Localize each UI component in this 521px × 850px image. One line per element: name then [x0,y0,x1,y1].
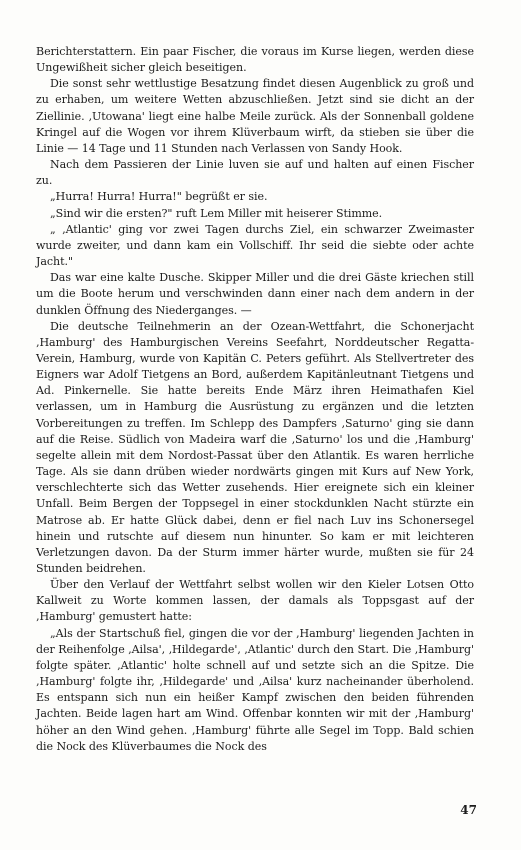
paragraph: „Hurra! Hurra! Hurra!" begrüßt er sie. [50,190,268,204]
paragraph: Nach dem Passieren der Linie luven sie auf und halten auf einen Fischer zu. [36,158,474,188]
paragraph: Über den Verlauf der Wettfahrt selbst wollen wir den Kieler Lotsen Otto Kallweit zu Worte kommen lassen, der damals als Toppsgast auf der ‚Hamburg' gemustert hatte: [36,578,474,624]
paragraph: „Als der Startschuß fiel, gingen die vor der ‚Hamburg' liegenden Jachten in der Reihenfolge ‚Ailsa', ‚Hildegarde', ‚Atlantic' durch den Start. Die ‚Hamburg' folgte später. ‚Atlantic' holte schnell auf und setzte sich an die Spitze. Die ‚Hamburg' folgte ihr, ‚Hildegarde' und ‚Ailsa' kurz nacheinander überholend. Es entspann sich nun ein heißer Kampf zwischen den beiden führenden Jachten. Beide lagen hart am Wind. Offenbar konnten wir mit der ‚Hamburg' höher an den Wind gehen. ‚Hamburg' führte alle Segel im Topp. Bald schien die Nock des Klüverbaumes die Nock des [36,626,474,753]
paragraph: „Sind wir die ersten?" ruft Lem Miller mit heiserer Stimme. [50,206,383,220]
paragraph: „ ‚Atlantic' ging vor zwei Tagen durchs Ziel, ein schwarzer Zweimaster wurde zweiter, und dann kam ein Vollschiff. Ihr seid die siebte oder achte Jacht." [36,222,474,269]
page-number: 47 [460,803,477,817]
body-text [36,44,474,755]
paragraph: Das war eine kalte Dusche. Skipper Miller und die drei Gäste kriechen still um die Boote herum und verschwinden dann einer nach dem andern in der dunklen Öffnung des Niederganges. — [36,271,474,317]
paragraph: Die deutsche Teilnehmerin an der Ozean-Wettfahrt, die Schonerjacht ‚Hamburg' des Hamburgischen Vereins Seefahrt, Norddeutscher Regatta-Verein, Hamburg, wurde von Kapitän C. Peters geführt. Als Stellvertreter des Eigners war Adolf Tietgens an Bord, außerdem Kapitänleutnant Tietgens und Ad. Pinkernelle. Sie hatte bereits Ende März ihren Heimathafen Kiel verlassen, um in Hamburg die Ausrüstung zu ergänzen und die letzten Vorbereitungen zu treffen. Im Schlepp des Dampfers ‚Saturno' ging sie dann auf die Reise. Südlich von Madeira warf die ‚Saturno' los und die ‚Hamburg' segelte allein mit dem Nordost-Passat über den Atlantik. Es waren herrliche Tage. Als sie dann drüben wieder nordwärts gingen mit Kurs auf New York, verschlechterte sich das Wetter zusehends. Hier ereignete sich ein kleiner Unfall. Beim Bergen der Toppsegel in einer stockdunklen Nacht stürzte ein Matrose ab. Er hatte Glück dabei, denn er fiel nach Luv ins Schonersegel hinein und rutschte auf diesem nun hinunter. So kam er mit leichteren Verletzungen davon. Da der Sturm immer härter wurde, mußten sie für 24 Stunden beidrehen. [36,319,474,575]
paragraph: Die sonst sehr wettlustige Besatzung findet diesen Augenblick zu groß und zu erhaben, um weitere Wetten abzuschließen. Jetzt sind sie dicht an der Ziellinie. ‚Utowana' liegt eine halbe Meile zurück. Als der Sonnenball goldene Kringel auf die Wogen vor ihrem Klüverbaum wirft, da stieben sie über die Linie — 14 Tage und 11 Stunden nach Verlassen von Sandy Hook. [36,77,474,155]
paragraph: Berichterstattern. Ein paar Fischer, die voraus im Kurse liegen, werden diese Ungewißheit sicher gleich beseitigen. [36,45,474,75]
